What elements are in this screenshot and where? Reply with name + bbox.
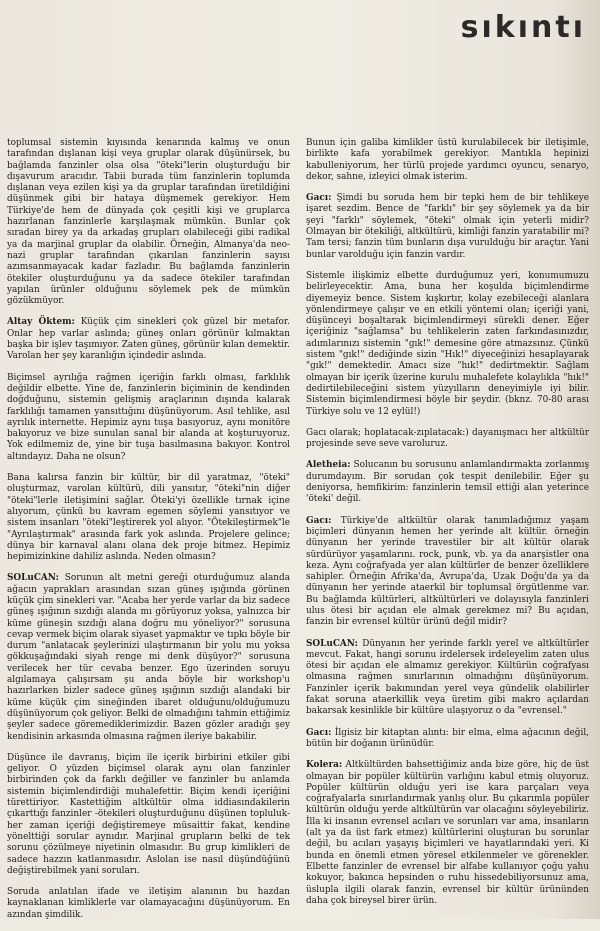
paragraph: Altay Öktem: Küçük çim sinekleri çok güzel bir metafor. Onlar hep varlar aslında; güneş onları görünür kılmaktan başka bir işlev taşımıyor. Zaten güneş, görünür kılan demektir. Varolan her şey karanlığın içindedir aslında. — [7, 317, 290, 362]
speaker-name: Kolera: — [306, 760, 343, 771]
paragraph: toplumsal sistemin kıyısında kenarında kalmış ve onun tarafından dışlanan kişi veya gruplar olarak düşünürsek, bu bağlamda fanzinler olsa olsa "öteki"lerin oluşturduğu bir dışavurum aracıdır. Tabii burada tüm fanzinlerin toplumda dışlanan veya ezilen kişi ya da gruplar tarafından üretildiğini düşünmek gibi bir hataya düşmemek gerekiyor. Hem Türkiye'de hem de dünyada çok çeşitli kişi ve gruplarca hazırlanan fanzinlerle karşılaşmak mümkün. Bunlar çok sıradan birey ya da arkadaş grupları olabileceği gibi radikal ya da marjinal gruplar da olabilir. Örneğin, Almanya'da neo-nazi gruplar tarafından çıkarılan fanzinlerin sayısı azımsanmayacak kadar fazladır. Bu bağlamda fanzinlerin ötekiler oluşturduğunu ya da sadece ötekiler tarafından yapılan ürünler olduğunu söylemek pek de mümkün gözükmüyor. — [7, 138, 290, 307]
paragraph: SOLuCAN: Dünyanın her yerinde farklı yerel ve altkültürler mevcut. Fakat, hangi sorunu irdelersek irdeleyelim zaten ulus ötesi bir açıdan ele almamız gerekiyor. Kültürün coğrafyası olmasına rağmen sınırlarının olmadığını düşünüyorum. Fanzinler içerik bakımından yerel veya gündelik olabilirler fakat soruna ataerkillik veya üretim gibi makro açılardan bakarsak kesinlikle bir kültüre ulaşıyoruz o da "evrensel." — [306, 638, 589, 717]
paragraph: Soruda anlatılan ifade ve iletişim alanının bu hazdan kaynaklanan kimliklerle var olamayacağını düşünüyorum. En azından şimdilik. — [7, 887, 290, 920]
speaker-name: Aletheia: — [306, 460, 351, 471]
paragraph: Düşünce ile davranış, biçim ile içerik birbirini etkiler gibi geliyor. O yüzden biçimsel olarak aynı olan fanzinler birbirinden çok da farklı değiller ve fanzinler bu anlamda sistemin biçimlendirdiği muhalefettir. Biçim kendi içeriğini türettiriyor. Kastettiğim altkültür olma iddiasındakilerin çıkarttığı fanzinler -ötekileri oluşturduğunu düşünen topluluk- her zaman içeriği değiştiremeye müsaittir fakat, kendine yönelttiği sorular aynıdır. Marjinal grupların belki de tek sorunu çözülmeye niyetinin olmasıdır. Bu grup kimlikleri de sadece hazzın katlanmasıdır. Aslolan ise nasıl düşündüğünü değiştirebilmek yani soruları. — [7, 752, 290, 876]
speaker-name: Altay Öktem: — [7, 317, 75, 328]
paragraph: Sistemle ilişkimiz elbette durduğumuz yeri, konumumuzu belirleyecektir. Ama, buna her koşulda biçimlendirme diyemeyiz bence. Sistem kışkırtır, kolay ezebileceği alanlara yönlendirmeye çalışır ve en etkili yöntemi olan; içeriği yani, düşünceyi boşaltarak biçimlendirmeyi sürekli dener. Eğer içeriğiniz "sağlamsa" bu tehlikelerin zaten farkındasınızdır, adımlarınızı sistemin "gık!" demesine göre atmazsınız. Çünkü sistem "gık!" dediğinde sizin "Hık!" diyeceğinizi hesaplayarak "gık!" demektedir. Amacı size "hık!" dedirtmektir. Sağlam olmayan bir içerik üzerine kurulu muhalefete kolaylıkla "hık!" dedirtilebileceğini sistem yüzyılların deneyimiyle iyi bilir. Sistemin biçimlendirmesi böyle bir şeydir. (bknz. 70-80 arası Türkiye solu ve 12 eylül!) — [306, 270, 589, 417]
left-column — [7, 138, 290, 931]
paragraph: Kolera: Altkültürden bahsettiğimiz anda bize göre, hiç de üst olmayan bir popüler kültürün varlığını kabul etmiş oluyoruz. Popüler kültürün olduğu yeri ise kara parçaları veya coğrafyalarla sınırlandırmak yanlış olur. Bu çıkarımla popüler kültürün olduğu yerde altkültürün var olacağını söyleyebiliriz. İlla ki insanın evrensel acıları ve sorunları var ama, insanların (alt ya da üst fark etmez) kültürlerini oluşturan bu sorunlar değil, bu acıları yaşayış biçimleri ve hayatlarındaki yeri. Ki bunda en önemli etmen yöresel etkilenmeler ve görenekler. Elbette fanzinler de evrensel bir alfabe kullanıyor çoğu yahu kokuyor, bakınca hepsinden o ruhu hissedebiliyorsunuz ama, üslupla ilgili olarak fanzin, evrensel bir kültür ürününden daha çok bireysel birer ürün. — [306, 760, 589, 906]
speaker-name: Gacı: — [306, 193, 332, 204]
right-column — [306, 138, 589, 917]
paragraph: Gacı: Türkiye'de altkültür olarak tanımladığımız yaşam biçimleri dünyanın hemen her yerinde alt kültür. örneğin dünyanın her yerinde travestiler bir alt kültür olarak sürdürüyor yaşamlarını. rock, punk, vb. ya da anarşistler ona keza. Aynı coğrafyada yer alan kültürler de benzer özelliklere sahipler. Örneğin Afrika'da, Avrupa'da, Uzak Doğu'da ya da dünyanın her yerinde ataerkil bir toplumsal örgütlenme var. Bu bağlamda kültürleri, altkültürleri ve dolayısıyla fanzinleri ulus ötesi bir açıdan ele almak gerekmez mi? Bu açıdan, fanzin bir evrensel kültür ürünü değil midir? — [306, 515, 589, 628]
magazine-logo: sıkıntı — [460, 10, 586, 45]
paragraph: Biçimsel ayrılığa rağmen içeriğin farklı olması, farklılık değildir elbette. Yine de, fanzinlerin biçiminin de kendinden doğduğunu, sistemin gelişmiş araçlarının dışında kalarak farklılığı tamamen yansıttığını düşünüyorum. Asıl tehlike, asıl ayrılık internette. Hepimiz aynı tuşa basıyoruz, aynı monitöre bakıyoruz ve bize sunulan sanal bir alanda at koşturuyoruz. Yok edilmemiz de, yine bir tuşa basılmasına bakıyor. Kontrol altındayız. Daha ne olsun? — [7, 372, 290, 462]
paragraph: Gacı: Şimdi bu soruda hem bir tepki hem de bir tehlikeye işaret sezdim. Bence de "farklı" bir şey söylemek ya da bir şeyi "farklı" söylemek, "öteki" olmak için yeterli midir? Olmayan bir ötekiliği, altkültürü, kimliği fanzin yaratabilir mi? Tam tersi; fanzin tüm bunların dışa vurulduğu bir araçtır. Yani bunlar varolduğu için fanzin vardır. — [306, 193, 589, 260]
paragraph: Gacı: İlgisiz bir kitaptan alıntı: bir elma, elma ağacının değil, bütün bir doğanın ürünüdür. — [306, 727, 589, 749]
speaker-name: SOLuCAN: — [7, 573, 59, 584]
speaker-name: Gacı: — [306, 515, 332, 526]
paragraph: Aletheia: Solucanın bu sorusunu anlamlandırmakta zorlanmış durumdayım. Bir sorudan çok tespit denilebilir. Eğer şu deniyorsa, hemfikirim: fanzinlerin temsil ettiği alan yeterince 'öteki' değil. — [306, 460, 589, 505]
paragraph: SOLuCAN: Sorunun alt metni gereği oturduğumuz alanda ağacın yaprakları arasından sızan güneş ışığında görünen küçük çim sinekleri var. "Acaba her yerde varlar da biz sadece güneş ışığının sızdığı alanda mı görüyoruz yoksa, yalnızca bir küme güneşin sızdığı alana doğru mu yöneliyor?" sorusuna cevap vermek biçim olarak siyaset yapmaktır ve tıpkı böyle bir durum "anlatacak şeylerinizi ulaştırmanın bir yolu mu yoksa gökkuşağındaki siyah renge mi denk düşüyor?" sorusuna verilecek her tür cevaba benzer. Ego üzerinden soruyu algılamaya çalışırsam şu anda böyle bir workshop'u hazırlarken bizler sadece güneş ışığının sızdığı alandaki bir küme küçük çim sineğinden ibaret olduğunu/olduğumuzu düşünüyorum çok geliyor. Belki de olmadığını tahmin ettiğimiz şeyler sadece göremediklerimizdir. Bazen gözler aradığı şey kendisinin arkasında olmasına rağmen ileriye bakabilir. — [7, 573, 290, 742]
paragraph: Bunun için galiba kimlikler üstü kurulabilecek bir iletişimle, birlikte kafa yorabilmek gerekiyor. Mantıkla hepinizi kabulleniyorum, her türlü projede yardımcı oyuncu, senaryo, dekor, sahne, izleyici olmak isterim. — [306, 138, 589, 182]
speaker-name: SOLuCAN: — [306, 638, 358, 649]
paragraph: Bana kalırsa fanzin bir kültür, bir dil yaratmaz, "öteki" oluşturmaz, varolan kültürü, dili yansıtır, "öteki"nin diğer "öteki"lerle iletişimini sağlar. Öteki'yi özellikle tırnak içine alıyorum, çünkü bu kavram egemen söylemi yansıtıyor ve sistem insanları "öteki"leştirerek yol alıyor. "Ötekileştirmek"le "Ayrılaştırmak" arasında fark yok aslında. Projelere gelince; dünya bir karnaval alanı olana dek proje bitmez. Hepimiz hepimizinkine dahiliz aslında. Neden olmasın? — [7, 473, 290, 563]
paragraph: Gacı olarak; hoplatacak-zıplatacak:) dayanışmacı her altkültür projesinde seve seve varoluruz. — [306, 427, 589, 450]
speaker-name: Gacı: — [306, 727, 332, 738]
